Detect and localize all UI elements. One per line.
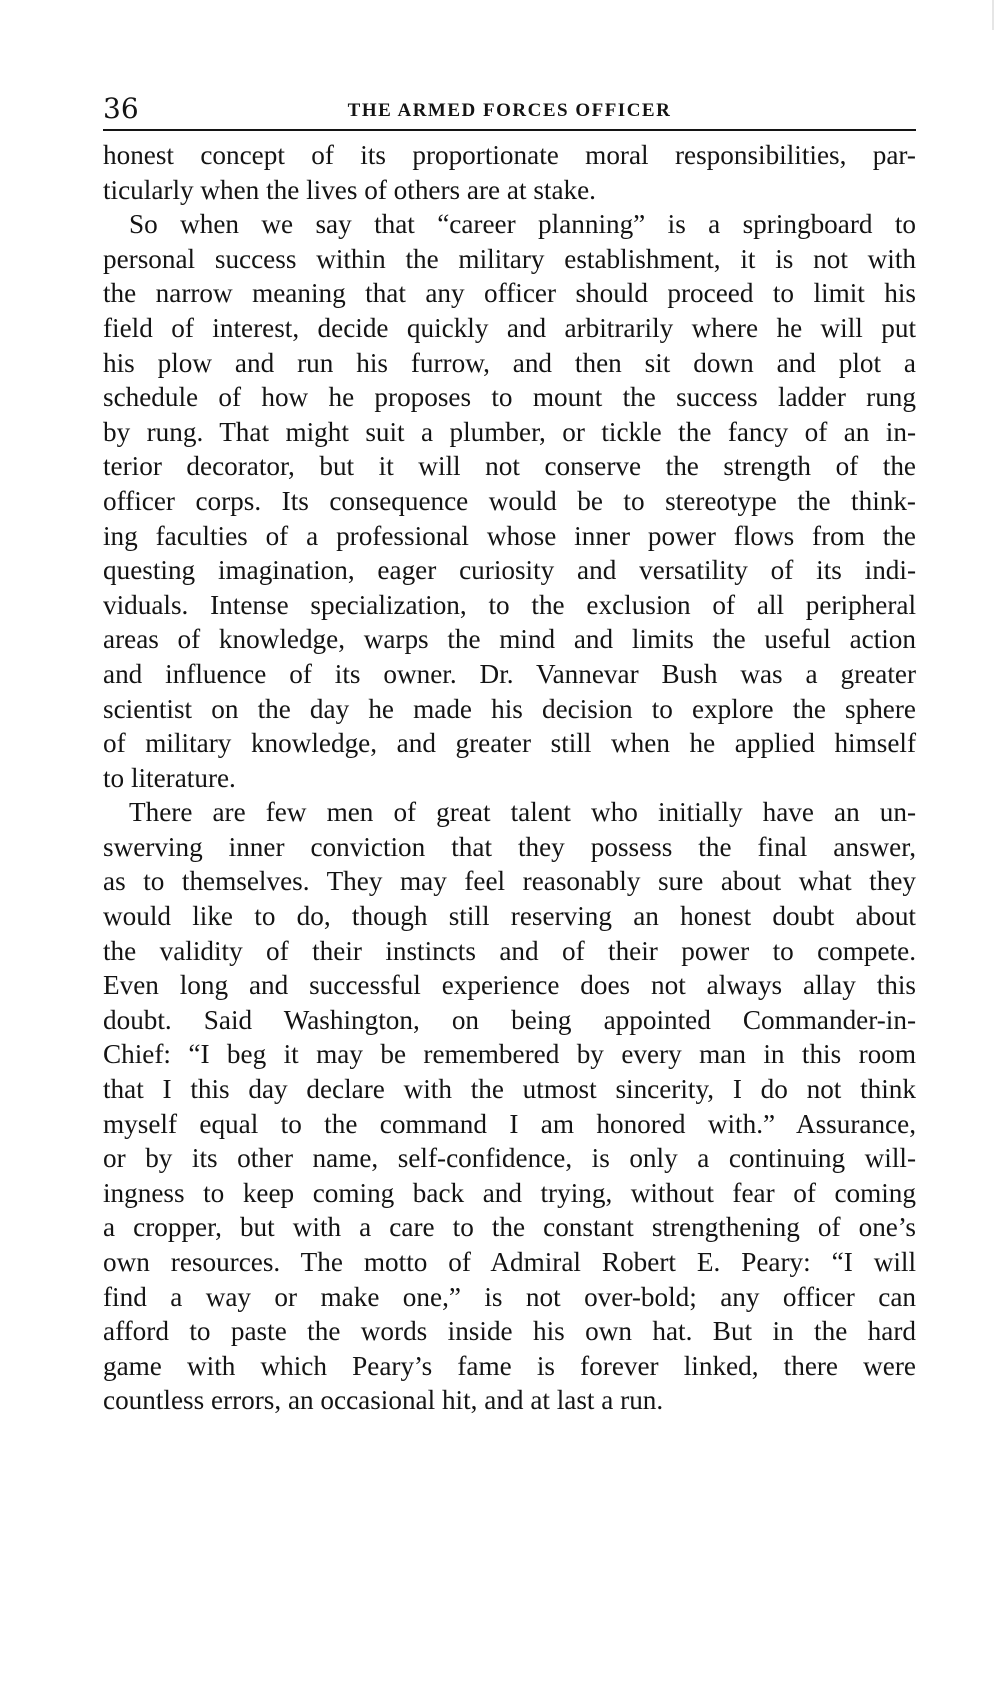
scan-edge-mark [992, 0, 994, 30]
header-rule [103, 129, 916, 131]
text-line: that I this day declare with the utmost sincerity, I do not think [103, 1074, 916, 1105]
text-line: the narrow meaning that any officer should proceed to limit his [103, 278, 916, 309]
text-line: Even long and successful experience does not always allay this [103, 970, 916, 1001]
running-title: THE ARMED FORCES OFFICER [347, 100, 672, 121]
text-line: scientist on the day he made his decision to explore the sphere [103, 693, 916, 724]
text-line: areas of knowledge, warps the mind and limits the useful action [103, 624, 916, 655]
text-line: or by its other name, self-confidence, is only a continuing will- [103, 1143, 916, 1174]
text-line: There are few men of great talent who initially have an un- [129, 797, 916, 828]
text-line: questing imagination, eager curiosity and versatility of its indi- [103, 555, 916, 586]
page-header [103, 94, 916, 128]
text-line: as to themselves. They may feel reasonably sure about what they [103, 866, 916, 897]
text-line: ticularly when the lives of others are at stake. [103, 174, 596, 205]
text-line: of military knowledge, and greater still when he applied himself [103, 728, 916, 759]
paragraph [103, 138, 916, 207]
page-number: 36 [103, 92, 139, 125]
text-line: own resources. The motto of Admiral Robert E. Peary: “I will [103, 1247, 916, 1277]
text-line: doubt. Said Washington, on being appointed Commander-in- [103, 1004, 916, 1035]
text-line: myself equal to the command I am honored with.” Assurance, [103, 1108, 916, 1139]
text-line: by rung. That might suit a plumber, or tickle the fancy of an in- [103, 416, 916, 447]
text-line: ing faculties of a professional whose inner power flows from the [103, 520, 916, 551]
text-line: a cropper, but with a care to the constant strengthening of one’s [103, 1212, 916, 1243]
body-text [103, 138, 916, 1418]
text-line: would like to do, though still reserving an honest doubt about [103, 901, 916, 932]
text-line: and influence of its owner. Dr. Vannevar Bush was a greater [103, 658, 916, 689]
text-line: officer corps. Its consequence would be to stereotype the think- [103, 485, 916, 516]
text-line: to literature. [103, 762, 236, 793]
text-line: countless errors, an occasional hit, and at last a run. [103, 1385, 664, 1416]
text-line: afford to paste the words inside his own hat. But in the hard [103, 1316, 916, 1347]
text-line: Chief: “I beg it may be remembered by every man in this room [103, 1039, 916, 1070]
paragraph [103, 795, 916, 1418]
text-line: the validity of their instincts and of their power to compete. [103, 935, 916, 966]
text-line: viduals. Intense specialization, to the exclusion of all peripheral [103, 589, 916, 620]
text-line: field of interest, decide quickly and arbitrarily where he will put [103, 312, 916, 343]
text-line: schedule of how he proposes to mount the success ladder rung [103, 382, 916, 413]
text-line: game with which Peary’s fame is forever linked, there were [103, 1350, 916, 1381]
text-line: personal success within the military establishment, it is not with [103, 243, 916, 274]
text-line: find a way or make one,” is not over-bold; any officer can [103, 1281, 916, 1312]
text-line: ingness to keep coming back and trying, without fear of coming [103, 1177, 916, 1208]
text-line: swerving inner conviction that they possess the final answer, [103, 831, 916, 862]
text-line: his plow and run his furrow, and then sit down and plot a [103, 347, 916, 378]
text-line: So when we say that “career planning” is a springboard to [129, 209, 916, 240]
paragraph [103, 207, 916, 795]
text-line: honest concept of its proportionate moral responsibilities, par- [103, 140, 916, 170]
text-line: terior decorator, but it will not conserve the strength of the [103, 451, 916, 482]
